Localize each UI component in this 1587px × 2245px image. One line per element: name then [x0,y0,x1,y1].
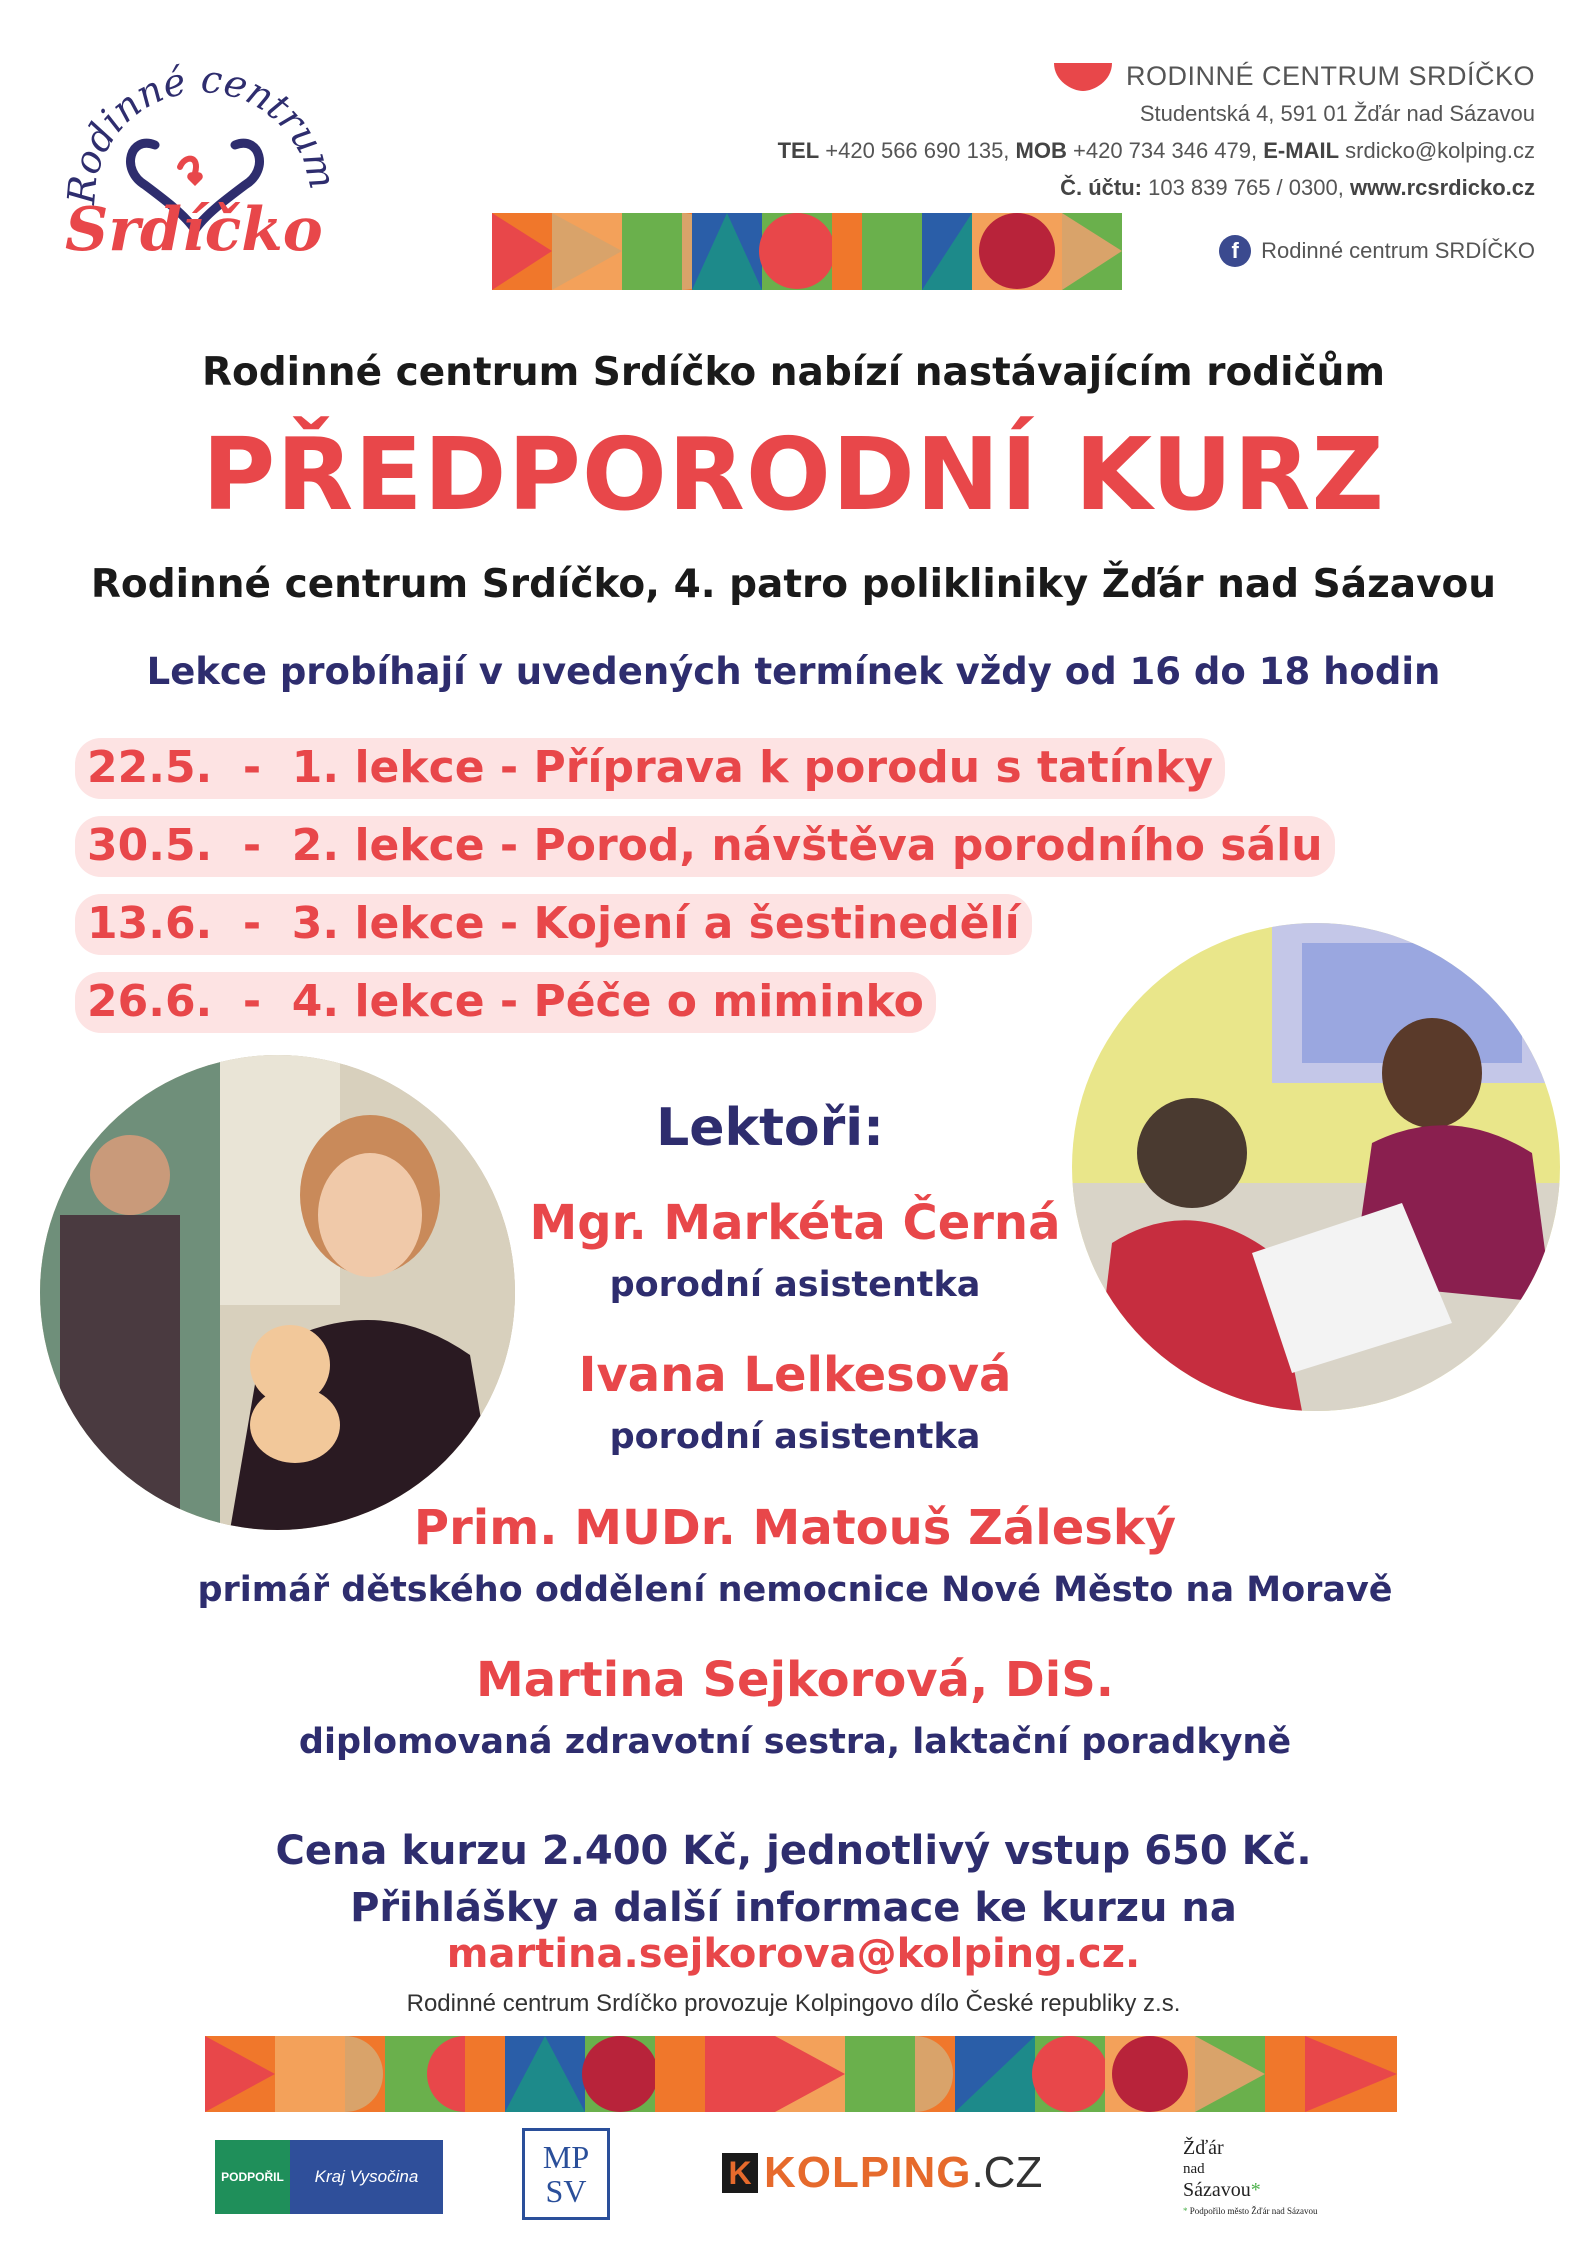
signup-email-link[interactable]: martina.sejkorova@kolping.cz. [446,1931,1141,1977]
contact-block [635,58,1535,206]
account-value: 103 839 765 / 0300, [1148,175,1344,200]
mob-label: MOB [1015,138,1067,163]
logo-arc-text: Rodinné centru [60,57,330,206]
signup-line [0,1885,1587,1977]
page-title: PŘEDPORODNÍ KURZ [201,416,1386,533]
kraj-vysocina-logo [215,2140,443,2214]
location-line: Rodinné centrum Srdíčko, 4. patro polikliniky Žďár nad Sázavou [90,562,1497,607]
zdar-line3: Sázavou [1183,2179,1251,2201]
decorative-stripe-bottom [205,2036,1397,2112]
zdar-line2: nad [1183,2161,1205,2177]
lecturer-name: Ivana Lelkesová [578,1347,1012,1403]
org-name: RODINNÉ CENTRUM SRDÍČKO [1125,61,1535,91]
phone-line [635,132,1535,169]
zdar-logo [1183,2138,1353,2217]
facebook-icon: f [1219,235,1251,267]
srdicko-logo [60,55,330,285]
kolping-mark-icon: K [722,2153,758,2193]
mpsv-top: MP [542,2139,590,2175]
lecturer-name: Martina Sejkorová, DiS. [475,1652,1115,1708]
star-icon: * [1250,2179,1261,2201]
schedule-note: Lekce probíhají v uvedených termínek vždy od 16 do 18 hodin [146,650,1441,693]
geometric-pattern-icon [205,2036,1397,2112]
address: Studentská 4, 591 01 Žďár nad Sázavou [1139,101,1535,126]
zdar-note: * Podpořilo město Žďár nad Sázavou [1183,2206,1318,2216]
facebook-text: Rodinné centrum SRDÍČKO [1261,238,1535,263]
account-label: Č. účtu: [1060,175,1142,200]
kolping-name: KOLPING [764,2148,972,2197]
geometric-pattern-icon [492,213,1122,290]
tel-label: TEL [777,138,820,163]
mob-value[interactable]: +420 734 346 479, [1073,138,1258,163]
logo-name: Srdíčko [65,195,323,265]
lecturer-role: primář dětského oddělení nemocnice Nové Město na Moravě [197,1570,1393,1610]
photo-course-participants [1072,923,1560,1411]
photo-midwife-with-doll [40,1055,515,1530]
signup-prefix: Přihlášky a další informace ke kurzu na [350,1885,1237,1931]
photo-illustration-icon [1072,923,1560,1411]
price-line: Cena kurzu 2.400 Kč, jednotlivý vstup 650 Kč. [275,1828,1312,1874]
email-label: E-MAIL [1263,138,1340,163]
mpsv-bottom: SV [545,2173,587,2209]
lecturer-name: Prim. MUDr. Matouš Záleský [413,1500,1177,1556]
lesson-item: 13.6. - 3. lekce - Kojení a šestinedělí [75,894,1032,955]
intro-line: Rodinné centrum Srdíčko nabízí nastávajícím rodičům [201,350,1386,395]
website-link[interactable]: www.rcsrdicko.cz [1349,175,1535,200]
account-line [635,169,1535,206]
operator-note: Rodinné centrum Srdíčko provozuje Kolpingovo dílo České republiky z.s. [406,1990,1181,2017]
mpsv-logo [522,2128,610,2220]
kolping-logo [722,2148,1042,2198]
lecturers-heading: Lektoři: [656,1098,884,1158]
kolping-tld: .CZ [971,2148,1043,2197]
lesson-item: 22.5. - 1. lekce - Příprava k porodu s tatínky [75,738,1225,799]
lecturer-name: Mgr. Markéta Černá [529,1195,1061,1251]
vysocina-supported-label: PODPOŘIL [215,2140,290,2214]
zdar-line1: Žďár [1183,2137,1224,2159]
decorative-stripe-top [492,213,1122,290]
facebook-link[interactable] [1219,235,1535,267]
vysocina-name: Kraj Vysočina [290,2140,443,2214]
photo-illustration-icon [40,1055,515,1530]
lecturer-role: porodní asistentka [609,1417,981,1457]
lecturer-role: diplomovaná zdravotní sestra, laktační poradkyně [298,1722,1292,1762]
lecturer-role: porodní asistentka [609,1265,981,1305]
lesson-item: 30.5. - 2. lekce - Porod, návštěva porodního sálu [75,816,1335,877]
tel-value[interactable]: +420 566 690 135, [825,138,1010,163]
half-heart-icon [1054,63,1112,91]
lesson-item: 26.6. - 4. lekce - Péče o miminko [75,972,936,1033]
email-link[interactable]: srdicko@kolping.cz [1345,138,1535,163]
star-icon: * [1183,2206,1188,2216]
